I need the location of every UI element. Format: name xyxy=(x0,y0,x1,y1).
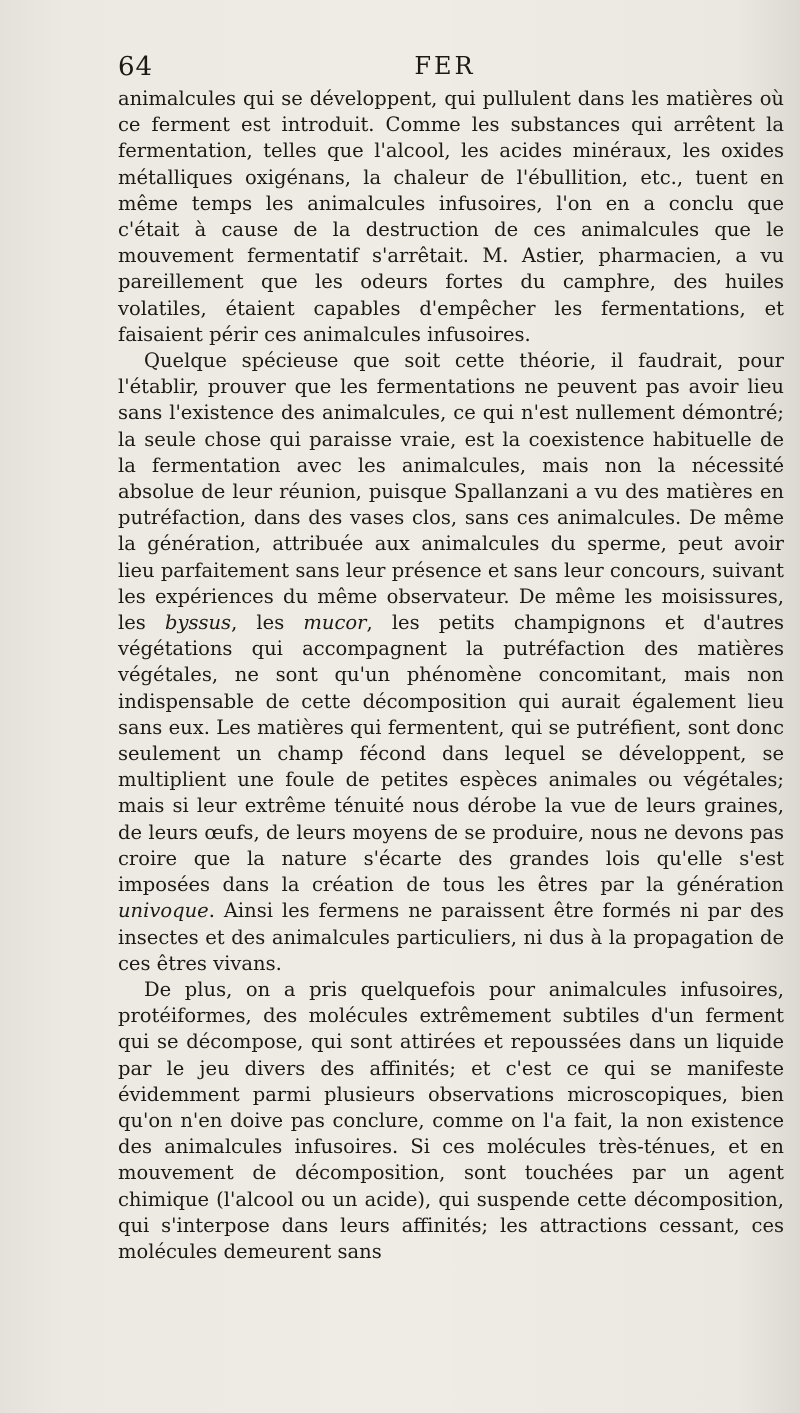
page-header xyxy=(118,52,772,86)
paragraph xyxy=(118,348,784,977)
paragraph xyxy=(118,86,784,348)
body-text xyxy=(118,86,784,1265)
italic-term: mucor xyxy=(303,611,367,635)
text-segment: . Ainsi les fermens ne paraissent être formés ni par des insectes et des animalcules particuliers, ni dus à la propagation de ces êtres vivans. xyxy=(118,899,784,975)
text-segment: , les petits champignons et d'autres végétations qui accompagnent la putréfaction des matières végétales, ne sont qu'un phénomène concomitant, mais non indispensable de cette décomposition qui aurait également lieu sans eux. Les matières qui fermentent, qui se putréfient, sont donc seulement un champ fécond dans lequel se développent, se multiplient une foule de petites espèces animales ou végétales; mais si leur extrême ténuité nous dérobe la vue de leurs graines, de leurs œufs, de leurs moyens de se produire, nous ne devons pas croire que la nature s'écarte des grandes lois qu'elle s'est imposées dans la création de tous les êtres par la génération xyxy=(118,611,785,897)
page-number: 64 xyxy=(118,52,154,82)
text-segment: De plus, on a pris quelquefois pour animalcules infusoires, protéiformes, des molécules extrêmement subtiles d'un ferment qui se décompose, qui sont attirées et repoussées dans un liquide par le jeu divers des affinités; et c'est ce qui se manifeste évidemment parmi plusieurs observations microscopiques, bien qu'on n'en doive pas conclure, comme on l'a fait, la non existence des animalcules infusoires. Si ces molécules très-ténues, et en mouvement de décomposition, sont touchées par un agent chimique (l'alcool ou un acide), qui suspende cette décomposition, qui s'interpose dans leurs affinités; les attractions cessant, ces molécules demeurent sans xyxy=(118,977,784,1263)
text-segment: animalcules qui se développent, qui pullulent dans les matières où ce ferment est introduit. Comme les substances qui arrêtent la fermentation, telles que l'alcool, les acides minéraux, les oxides métalliques oxigénans, la chaleur de l'ébullition, etc., tuent en même temps les animalcules infusoires, l'on en a conclu que c'était à cause de la destruction de ces animalcules que le mouvement fermentatif s'arrêtait. M. Astier, pharmacien, a vu pareillement que les odeurs fortes du camphre, des huiles volatiles, étaient capables d'empêcher les fermentations, et faisaient périr ces animalcules infusoires. xyxy=(118,87,784,346)
running-head: FER xyxy=(414,52,476,80)
text-segment: , les xyxy=(231,611,304,635)
text-segment: Quelque spécieuse que soit cette théorie, il faudrait, pour l'établir, prouver que les fermentations ne peuvent pas avoir lieu sans l'existence des animalcules, ce qui n'est nullement démontré; la seule chose qui paraisse vraie, est la coexistence habituelle de la fermentation avec les animalcules, mais non la nécessité absolue de leur réunion, puisque Spallanzani a vu des matières en putréfaction, dans des vases clos, sans ces animalcules. De même la génération, attribuée aux animalcules du sperme, peut avoir lieu parfaitement sans leur présence et sans leur concours, suivant les expériences du même observateur. De même les moisissures, les xyxy=(118,349,784,635)
italic-term: byssus xyxy=(164,611,232,635)
italic-term: univoque xyxy=(118,899,209,923)
paragraph xyxy=(118,977,784,1265)
